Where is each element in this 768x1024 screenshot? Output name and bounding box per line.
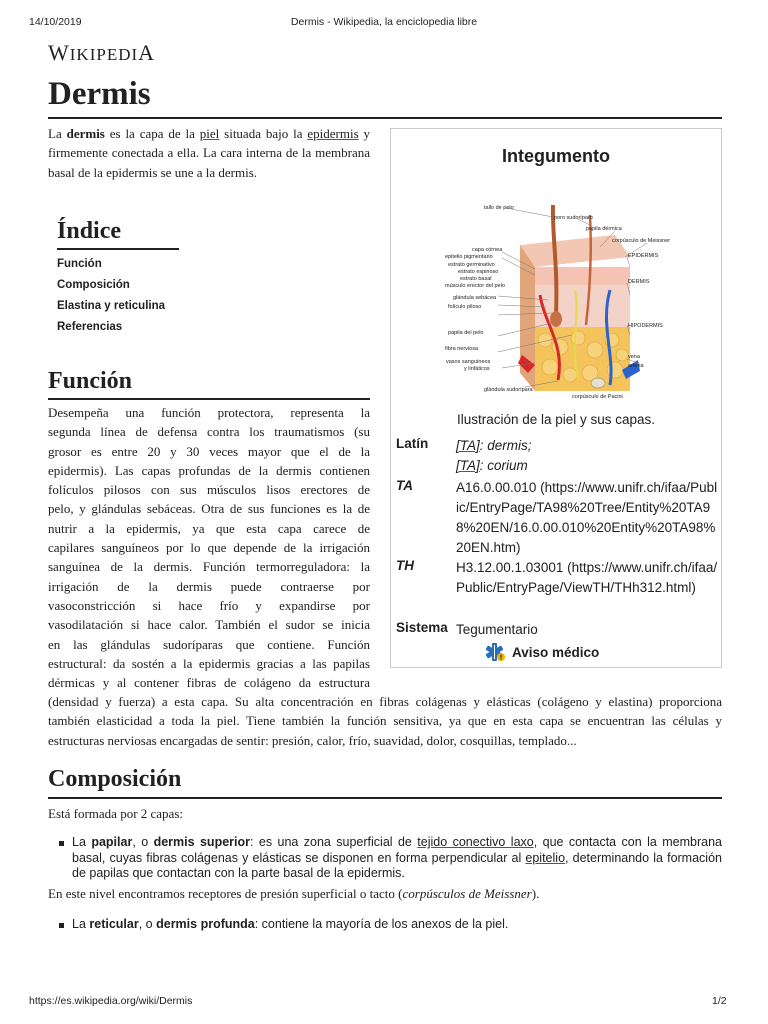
label-hipodermis: HIPODERMIS xyxy=(628,323,663,329)
funcion-narrow-line: segunda línea de defensa contra los traumatismos (su xyxy=(48,424,370,440)
funcion-narrow-line: irrigación de la dermis puede contraerse por xyxy=(48,578,370,594)
label-fibra-nerv: fibra nerviosa xyxy=(445,346,479,352)
label-estrato-esp: estrato espinoso xyxy=(458,269,499,275)
bullet-icon xyxy=(59,841,64,846)
funcion-wide-line: estructuras nerviosas encargadas de sentir: presión, calor, frío, suavidad, dolor, cosquillas, templado... xyxy=(48,732,577,748)
funcion-narrow-line: estructural: da sostén a la epidermis gracias a las papilas xyxy=(48,655,370,671)
infobox-latin-value: [TA]: dermis; [TA]: corium xyxy=(456,438,532,473)
heading-composicion: Composición xyxy=(48,766,182,792)
link-reticular[interactable]: reticular xyxy=(89,917,139,931)
infobox-th-value[interactable]: H3.12.00.1.03001 (https://www.unifr.ch/ifaa/Public/EntryPage/ViewTH/THh312.html) xyxy=(456,560,718,595)
toc-item-referencias[interactable]: Referencias xyxy=(57,321,123,333)
ta-link-2[interactable]: [TA] xyxy=(456,458,480,473)
intro-paragraph: La dermis es la capa de la piel situada bajo la epidermis y firmemente conectada a ella. La cara interna de la membrana basal de la epidermis se une a la dermis. xyxy=(48,126,370,180)
funcion-narrow-line: en las glándulas sudoríparas que contiene. Función xyxy=(48,636,370,652)
link-papilar[interactable]: papilar xyxy=(91,835,133,849)
list-item-papilar: La papilar, o dermis superior: es una zona superficial de tejido conectivo laxo, que contacta con la membrana basal, cuyas fibras colágenas y elásticas se disponen en forma perpendicular al epitelio, determinando la formación de papilas que contactan con la parte basal de la epidermis. xyxy=(72,835,722,880)
list-item-reticular: La reticular, o dermis profunda: contiene la mayoría de los anexos de la piel. xyxy=(72,917,509,931)
label-vasos: vasos sanguíneos xyxy=(446,359,491,365)
aviso-medico-link[interactable] xyxy=(484,642,599,662)
funcion-narrow-line: vasodilatación si hace calor. También el sudor se inicia xyxy=(48,617,370,633)
funcion-paragraph-narrow xyxy=(48,403,370,692)
label-vena: vena xyxy=(628,354,640,360)
funcion-narrow-line: vasoconstricción si hace frío y expandirse por xyxy=(48,597,370,613)
aviso-medico-label: Aviso médico xyxy=(512,644,600,660)
infobox-latin-label: Latín xyxy=(396,436,429,451)
funcion-narrow-line: nutrir a la epidermis, ya que esta capa carece de xyxy=(48,520,370,536)
funcion-wide-line: también elasticidad a toda la piel. Tiene también la función sensitiva, ya que en esta capa se encuentran las células y xyxy=(48,713,722,729)
infobox-sistema-value: Tegumentario xyxy=(456,622,538,637)
label-arteria: arteria xyxy=(628,363,644,369)
label-gl-sudoripara: glándula sudorípara xyxy=(484,387,533,393)
label-glandula-seb: glándula sebácea xyxy=(453,295,497,301)
funcion-narrow-line: folículos pilosos con sus músculos lisos erectores de xyxy=(48,482,370,498)
label-capa-cornea: capa córnea xyxy=(472,247,503,253)
heading-composicion-divider xyxy=(48,797,722,799)
print-date: 14/10/2019 xyxy=(29,16,82,28)
pacini-corpuscle xyxy=(591,378,605,388)
print-footer-page: 1/2 xyxy=(712,995,727,1007)
label-estrato-basal: estrato basal xyxy=(460,276,492,282)
ta-link-1[interactable]: [TA] xyxy=(456,438,480,453)
print-footer-url: https://es.wikipedia.org/wiki/Dermis xyxy=(29,995,193,1007)
medical-star-of-life-icon xyxy=(484,642,506,662)
infobox-ta-label[interactable]: TA xyxy=(396,478,413,493)
label-linfaticos: y linfáticos xyxy=(464,366,490,372)
label-poro: poro sudoríparo xyxy=(554,215,593,221)
hair-papilla xyxy=(550,311,562,327)
funcion-narrow-line: grosor es entre 20 y 30 veces mayor que el de la xyxy=(48,443,370,459)
label-estrato-germ: estrato germinativo xyxy=(448,262,495,268)
toc-item-elastina[interactable]: Elastina y reticulina xyxy=(57,300,166,312)
link-piel[interactable]: piel xyxy=(199,126,220,141)
label-epitelio-pig: epitelio pigmentario xyxy=(445,254,493,260)
funcion-narrow-line: capilares sanguíneos por lo que depende de la irrigación xyxy=(48,540,370,556)
meissner-paragraph: En este nivel encontramos receptores de presión superficial o tacto (corpúsculos de Meissner). xyxy=(48,886,540,901)
toc-title: Índice xyxy=(57,218,122,244)
label-foliculo: folículo piloso xyxy=(448,304,482,310)
infobox-caption: Ilustración de la piel y sus capas. xyxy=(456,412,656,427)
funcion-paragraph-wide xyxy=(48,692,722,750)
epidermis-layer xyxy=(535,267,630,285)
link-meissner[interactable]: corpúsculos de Meissner xyxy=(402,886,532,901)
toc-item-composicion[interactable]: Composición xyxy=(57,279,130,291)
page-title: Dermis xyxy=(48,76,151,112)
label-papila-pelo: papila del pelo xyxy=(448,330,484,336)
skin-illustration[interactable] xyxy=(440,195,670,400)
print-page-title: Dermis - Wikipedia, la enciclopedia libre xyxy=(290,16,478,28)
link-epidermis[interactable]: epidermis xyxy=(307,126,359,141)
label-epidermis: EPIDERMIS xyxy=(628,253,659,259)
funcion-narrow-line: pelo, y glándulas sebáceas. Otra de sus funciones es la de xyxy=(48,501,370,517)
toc-divider xyxy=(57,248,179,250)
label-tallo: tallo de pelo xyxy=(484,205,514,211)
bullet-icon xyxy=(59,923,64,928)
link-tejido-conectivo[interactable]: tejido conectivo laxo xyxy=(417,835,534,849)
funcion-narrow-line: Desempeña una función protectora, representa la xyxy=(48,405,370,420)
toc-item-funcion[interactable]: Función xyxy=(57,258,102,270)
funcion-narrow-line: epidermis). Las capas profundas de la dermis contienen xyxy=(48,462,370,478)
infobox-title: Integumento xyxy=(502,146,610,166)
funcion-narrow-line: dérmicas y al contener fibras de colágeno da estructura xyxy=(48,675,370,691)
infobox-th-label[interactable]: TH xyxy=(396,558,414,573)
funcion-narrow-line: sanguínea de la dermis. Función termorreguladora: la xyxy=(48,559,370,575)
label-pacini: corpúsculo de Pacini xyxy=(572,394,623,400)
infobox-ta-value[interactable]: A16.0.00.010 (https://www.unifr.ch/ifaa/Public/EntryPage/TA98%20Tree/Entity%20TA98%20EN/16.0.00.010%20Entity%20TA98%20EN.htm) xyxy=(456,480,718,555)
title-divider xyxy=(48,117,722,119)
heading-funcion-divider xyxy=(48,398,370,400)
wikipedia-logo[interactable]: WIKIPEDIA xyxy=(48,40,156,65)
link-epitelio[interactable]: epitelio xyxy=(525,850,566,865)
label-dermis: DERMIS xyxy=(628,279,650,285)
infobox-sistema-label: Sistema xyxy=(396,620,448,635)
funcion-wide-line: (densidad y fuerza) a esta capa. Su alta concentración en fibras colágenas y elásticas (colágeno y elastina) proporciona xyxy=(48,694,722,709)
heading-funcion: Función xyxy=(48,368,133,394)
label-papila-dermica: papila dérmica xyxy=(586,226,622,232)
term-dermis: dermis xyxy=(66,126,105,141)
composicion-intro: Está formada por 2 capas: xyxy=(48,806,184,821)
label-musculo: músculo erector del pelo xyxy=(445,283,505,289)
label-meissner: corpúsculo de Meissner xyxy=(612,238,670,244)
